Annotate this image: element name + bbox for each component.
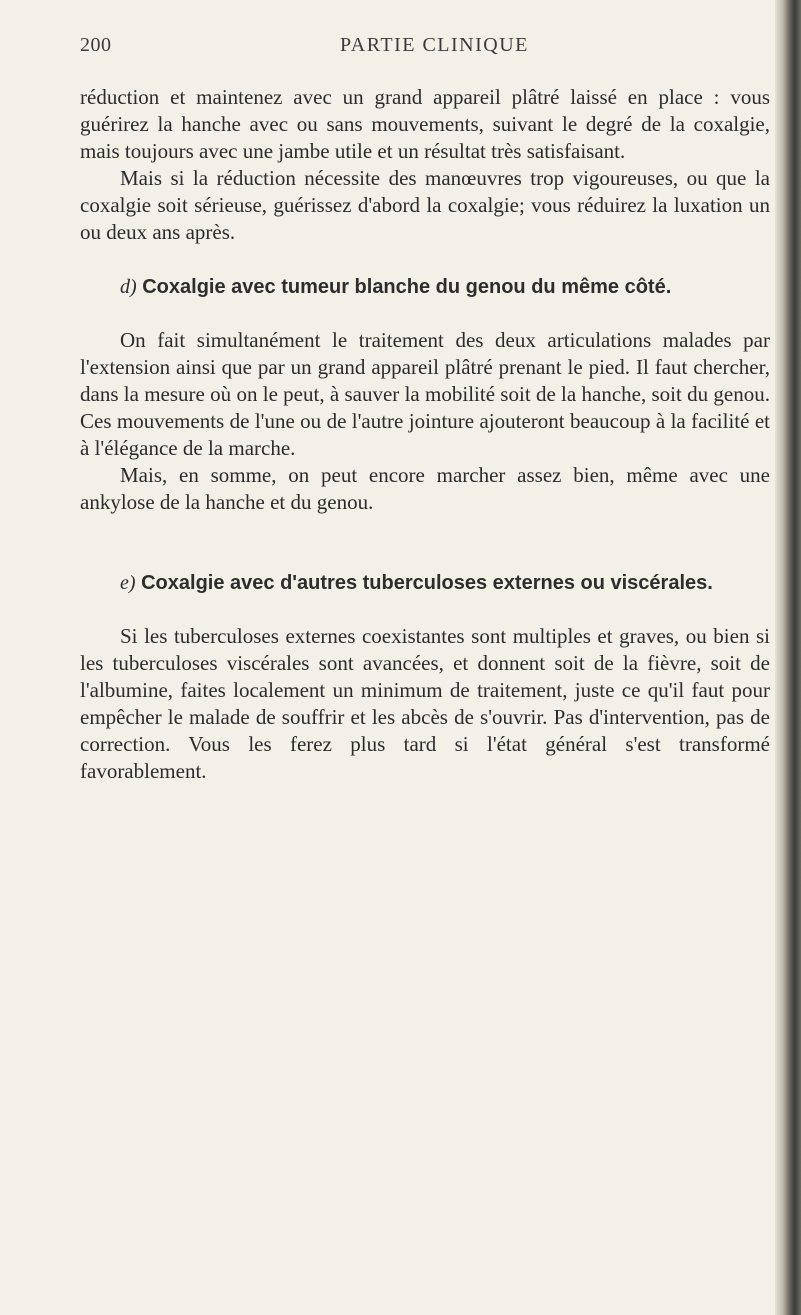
paragraph: Mais si la réduction nécessite des manœuvres trop vigoureuses, ou que la coxalgie soit sérieuse, guérissez d'abord la coxalgie; vous réduirez la luxation un ou deux ans après.: [80, 166, 770, 244]
paragraph-continuation: réduction et maintenez avec un grand appareil plâtré laissé en place : vous guérirez la hanche avec ou sans mouvements, suivant le degré de la coxalgie, mais toujours avec une jambe utile et un résultat très satisfaisant.: [80, 85, 770, 163]
paragraph: Si les tuberculoses externes coexistantes sont multiples et graves, ou bien si les tuberculoses viscérales sont avancées, et donnent soit de la fièvre, soit de l'albumine, faites localement un minimum de traitement, juste ce qu'il faut pour empêcher le malade de souffrir et les abcès de s'ouvrir. Pas d'intervention, pas de correction. Vous les ferez plus tard si l'état général s'est transformé favorablement.: [80, 624, 770, 783]
page-header-title: PARTIE CLINIQUE: [340, 34, 529, 56]
body-text: [80, 84, 770, 785]
section-marker: e): [120, 572, 136, 594]
paragraph: Mais, en somme, on peut encore marcher assez bien, même avec une ankylose de la hanche et du genou.: [80, 463, 770, 514]
page-number: 200: [80, 34, 112, 56]
page-edge-shadow: [775, 0, 801, 1315]
running-head: [80, 34, 770, 64]
section-marker: d): [120, 276, 137, 298]
paragraph: On fait simultanément le traitement des deux articulations malades par l'extension ainsi que par un grand appareil plâtré prenant le pied. Il faut chercher, dans la mesure où on le peut, à sauver la mobilité soit de la hanche, soit du genou. Ces mouvements de l'une ou de l'autre jointure ajouteront beaucoup à la facilité et à l'élégance de la marche.: [80, 328, 770, 460]
section-heading-d: [80, 274, 770, 301]
section-heading-e: [80, 570, 770, 597]
section-title: Coxalgie avec tumeur blanche du genou du même côté.: [142, 276, 672, 298]
section-title: Coxalgie avec d'autres tuberculoses externes ou viscérales.: [141, 572, 713, 594]
